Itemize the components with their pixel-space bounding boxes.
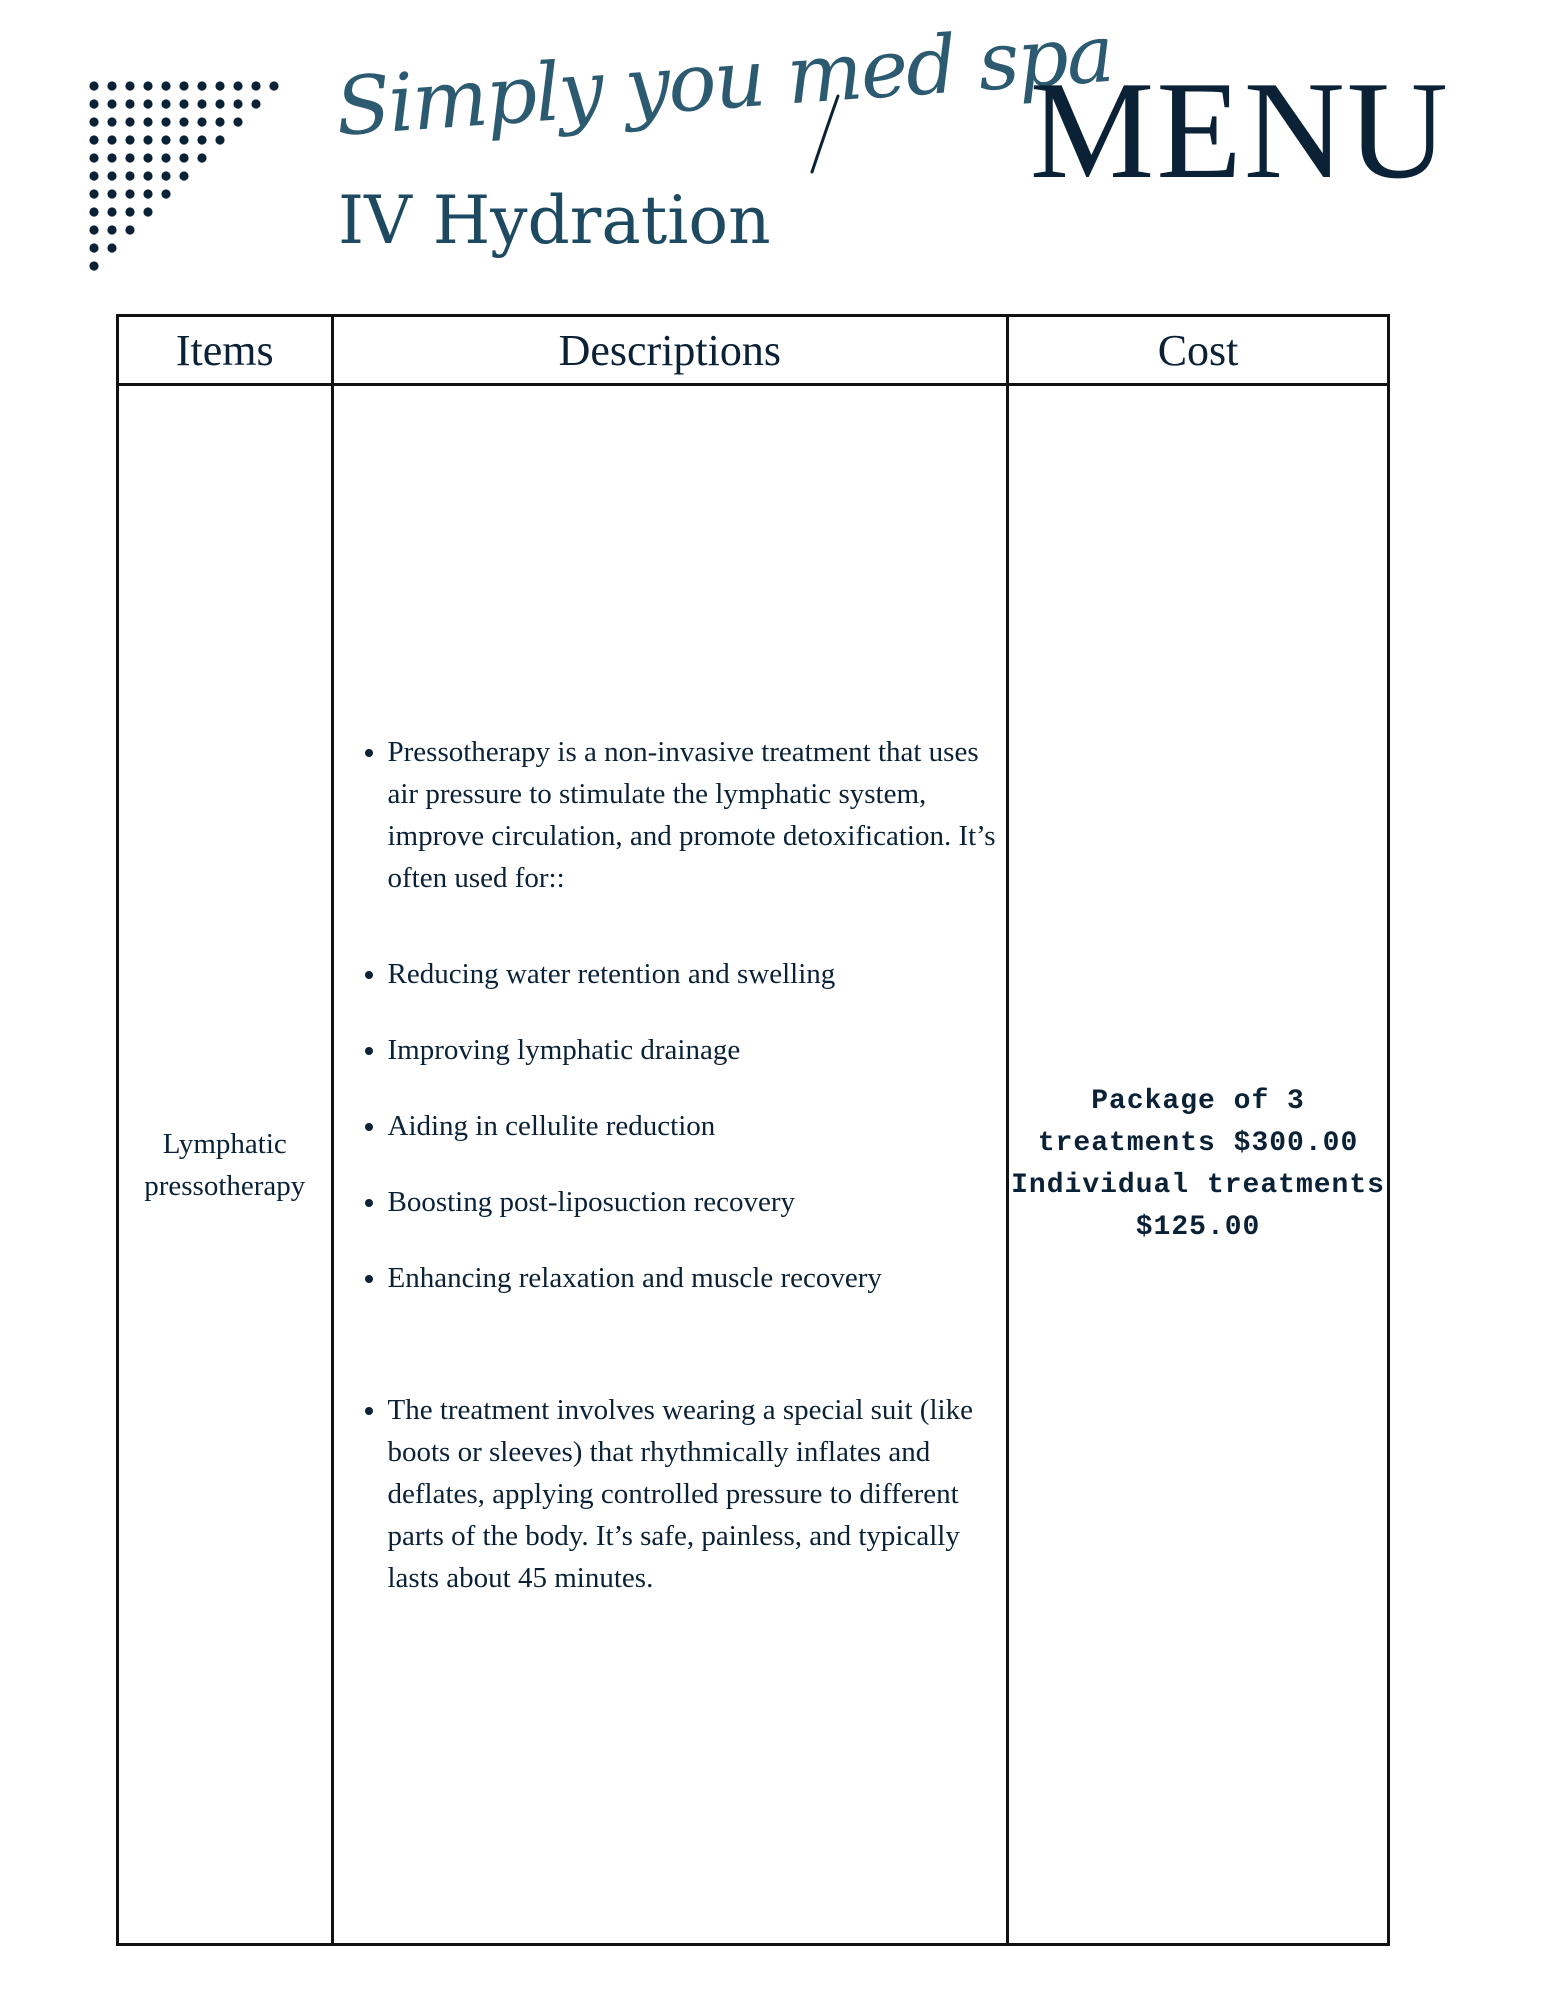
decorative-dot xyxy=(89,189,98,198)
decorative-dot xyxy=(107,135,116,144)
decorative-dot xyxy=(107,243,116,252)
decorative-dot xyxy=(125,99,134,108)
decorative-dot xyxy=(89,135,98,144)
decorative-dot xyxy=(233,117,242,126)
decorative-dot xyxy=(143,207,152,216)
decorative-dot xyxy=(89,117,98,126)
table-row xyxy=(118,385,1389,1945)
decorative-dot xyxy=(89,99,98,108)
decorative-dot xyxy=(107,171,116,180)
decorative-dot xyxy=(89,225,98,234)
decorative-dot xyxy=(143,189,152,198)
decorative-dot xyxy=(197,117,206,126)
decorative-dot xyxy=(143,117,152,126)
decorative-dot xyxy=(89,171,98,180)
benefit-item: • Reducing water retention and swelling xyxy=(388,953,997,995)
decorative-dot xyxy=(179,171,188,180)
decorative-dot xyxy=(161,171,170,180)
decorative-dot xyxy=(107,81,116,90)
decorative-dot xyxy=(89,207,98,216)
column-header-cost: Cost xyxy=(1008,316,1389,385)
decorative-dot xyxy=(107,153,116,162)
benefit-item: • Aiding in cellulite reduction xyxy=(388,1105,997,1147)
decorative-dot xyxy=(233,99,242,108)
decorative-dot xyxy=(125,117,134,126)
decorative-dot xyxy=(215,117,224,126)
decorative-dot xyxy=(125,225,134,234)
decorative-dot xyxy=(233,81,242,90)
decorative-dot xyxy=(179,117,188,126)
decorative-dot xyxy=(143,81,152,90)
decorative-dot xyxy=(161,135,170,144)
benefit-item: • Boosting post-liposuction recovery xyxy=(388,1181,997,1223)
decorative-dot xyxy=(107,207,116,216)
decorative-dot xyxy=(269,81,278,90)
decorative-dot xyxy=(107,189,116,198)
decorative-dot xyxy=(125,171,134,180)
decorative-dot xyxy=(125,189,134,198)
decorative-dot xyxy=(161,153,170,162)
table-header-row xyxy=(118,316,1389,385)
description-list xyxy=(334,731,1007,1599)
item-name: Lymphatic pressotherapy xyxy=(118,385,333,1945)
decorative-dot xyxy=(215,135,224,144)
column-header-descriptions: Descriptions xyxy=(332,316,1008,385)
decorative-dot xyxy=(125,135,134,144)
cost-individual: Individual treatments $125.00 xyxy=(1011,1169,1385,1243)
decorative-dot xyxy=(107,225,116,234)
section-title: IV Hydration xyxy=(338,182,771,259)
decorative-dot xyxy=(125,207,134,216)
decorative-dot xyxy=(179,81,188,90)
decorative-dot xyxy=(161,117,170,126)
decorative-dot xyxy=(251,99,260,108)
decorative-dot xyxy=(125,81,134,90)
decorative-dot xyxy=(215,81,224,90)
cost-cell xyxy=(1008,385,1389,1945)
decorative-dot xyxy=(107,99,116,108)
benefit-item: • Enhancing relaxation and muscle recovery xyxy=(388,1257,997,1299)
description-intro: • Pressotherapy is a non-invasive treatment that uses air pressure to stimulate the lymphatic system, improve circulation, and promote detoxification. It’s often used for:: xyxy=(388,731,997,899)
decorative-dot xyxy=(143,99,152,108)
benefit-item: • Improving lymphatic drainage xyxy=(388,1029,997,1071)
decorative-dot xyxy=(197,99,206,108)
decorative-dot xyxy=(179,153,188,162)
decorative-dot xyxy=(215,99,224,108)
decorative-dot xyxy=(143,135,152,144)
decorative-dot xyxy=(89,81,98,90)
decorative-dot xyxy=(107,117,116,126)
decorative-dot xyxy=(143,153,152,162)
description-procedure: • The treatment involves wearing a special suit (like boots or sleeves) that rhythmically inflates and deflates, applying controlled pressure to different parts of the body. It’s safe, painless, and typically lasts about 45 minutes. xyxy=(388,1389,997,1599)
decorative-dot xyxy=(251,81,260,90)
decorative-dot xyxy=(125,153,134,162)
menu-heading: MENU xyxy=(1029,53,1450,208)
decorative-dot xyxy=(179,135,188,144)
column-header-items: Items xyxy=(118,316,333,385)
cost-package: Package of 3 treatments $300.00 xyxy=(1037,1085,1359,1159)
decorative-dot xyxy=(197,153,206,162)
decorative-dot xyxy=(89,243,98,252)
decorative-dot xyxy=(143,171,152,180)
menu-table xyxy=(116,314,1390,1946)
decorative-dot xyxy=(197,135,206,144)
decorative-dot xyxy=(179,99,188,108)
decorative-dot xyxy=(161,189,170,198)
decorative-dot xyxy=(161,99,170,108)
brand-script-title: Simply you med spa xyxy=(332,6,1116,154)
decorative-dot xyxy=(89,261,98,270)
decorative-dot xyxy=(89,153,98,162)
decorative-dot xyxy=(161,81,170,90)
description-cell xyxy=(332,385,1008,1945)
decorative-dot xyxy=(197,81,206,90)
dot-grid-decoration-icon xyxy=(86,78,286,288)
